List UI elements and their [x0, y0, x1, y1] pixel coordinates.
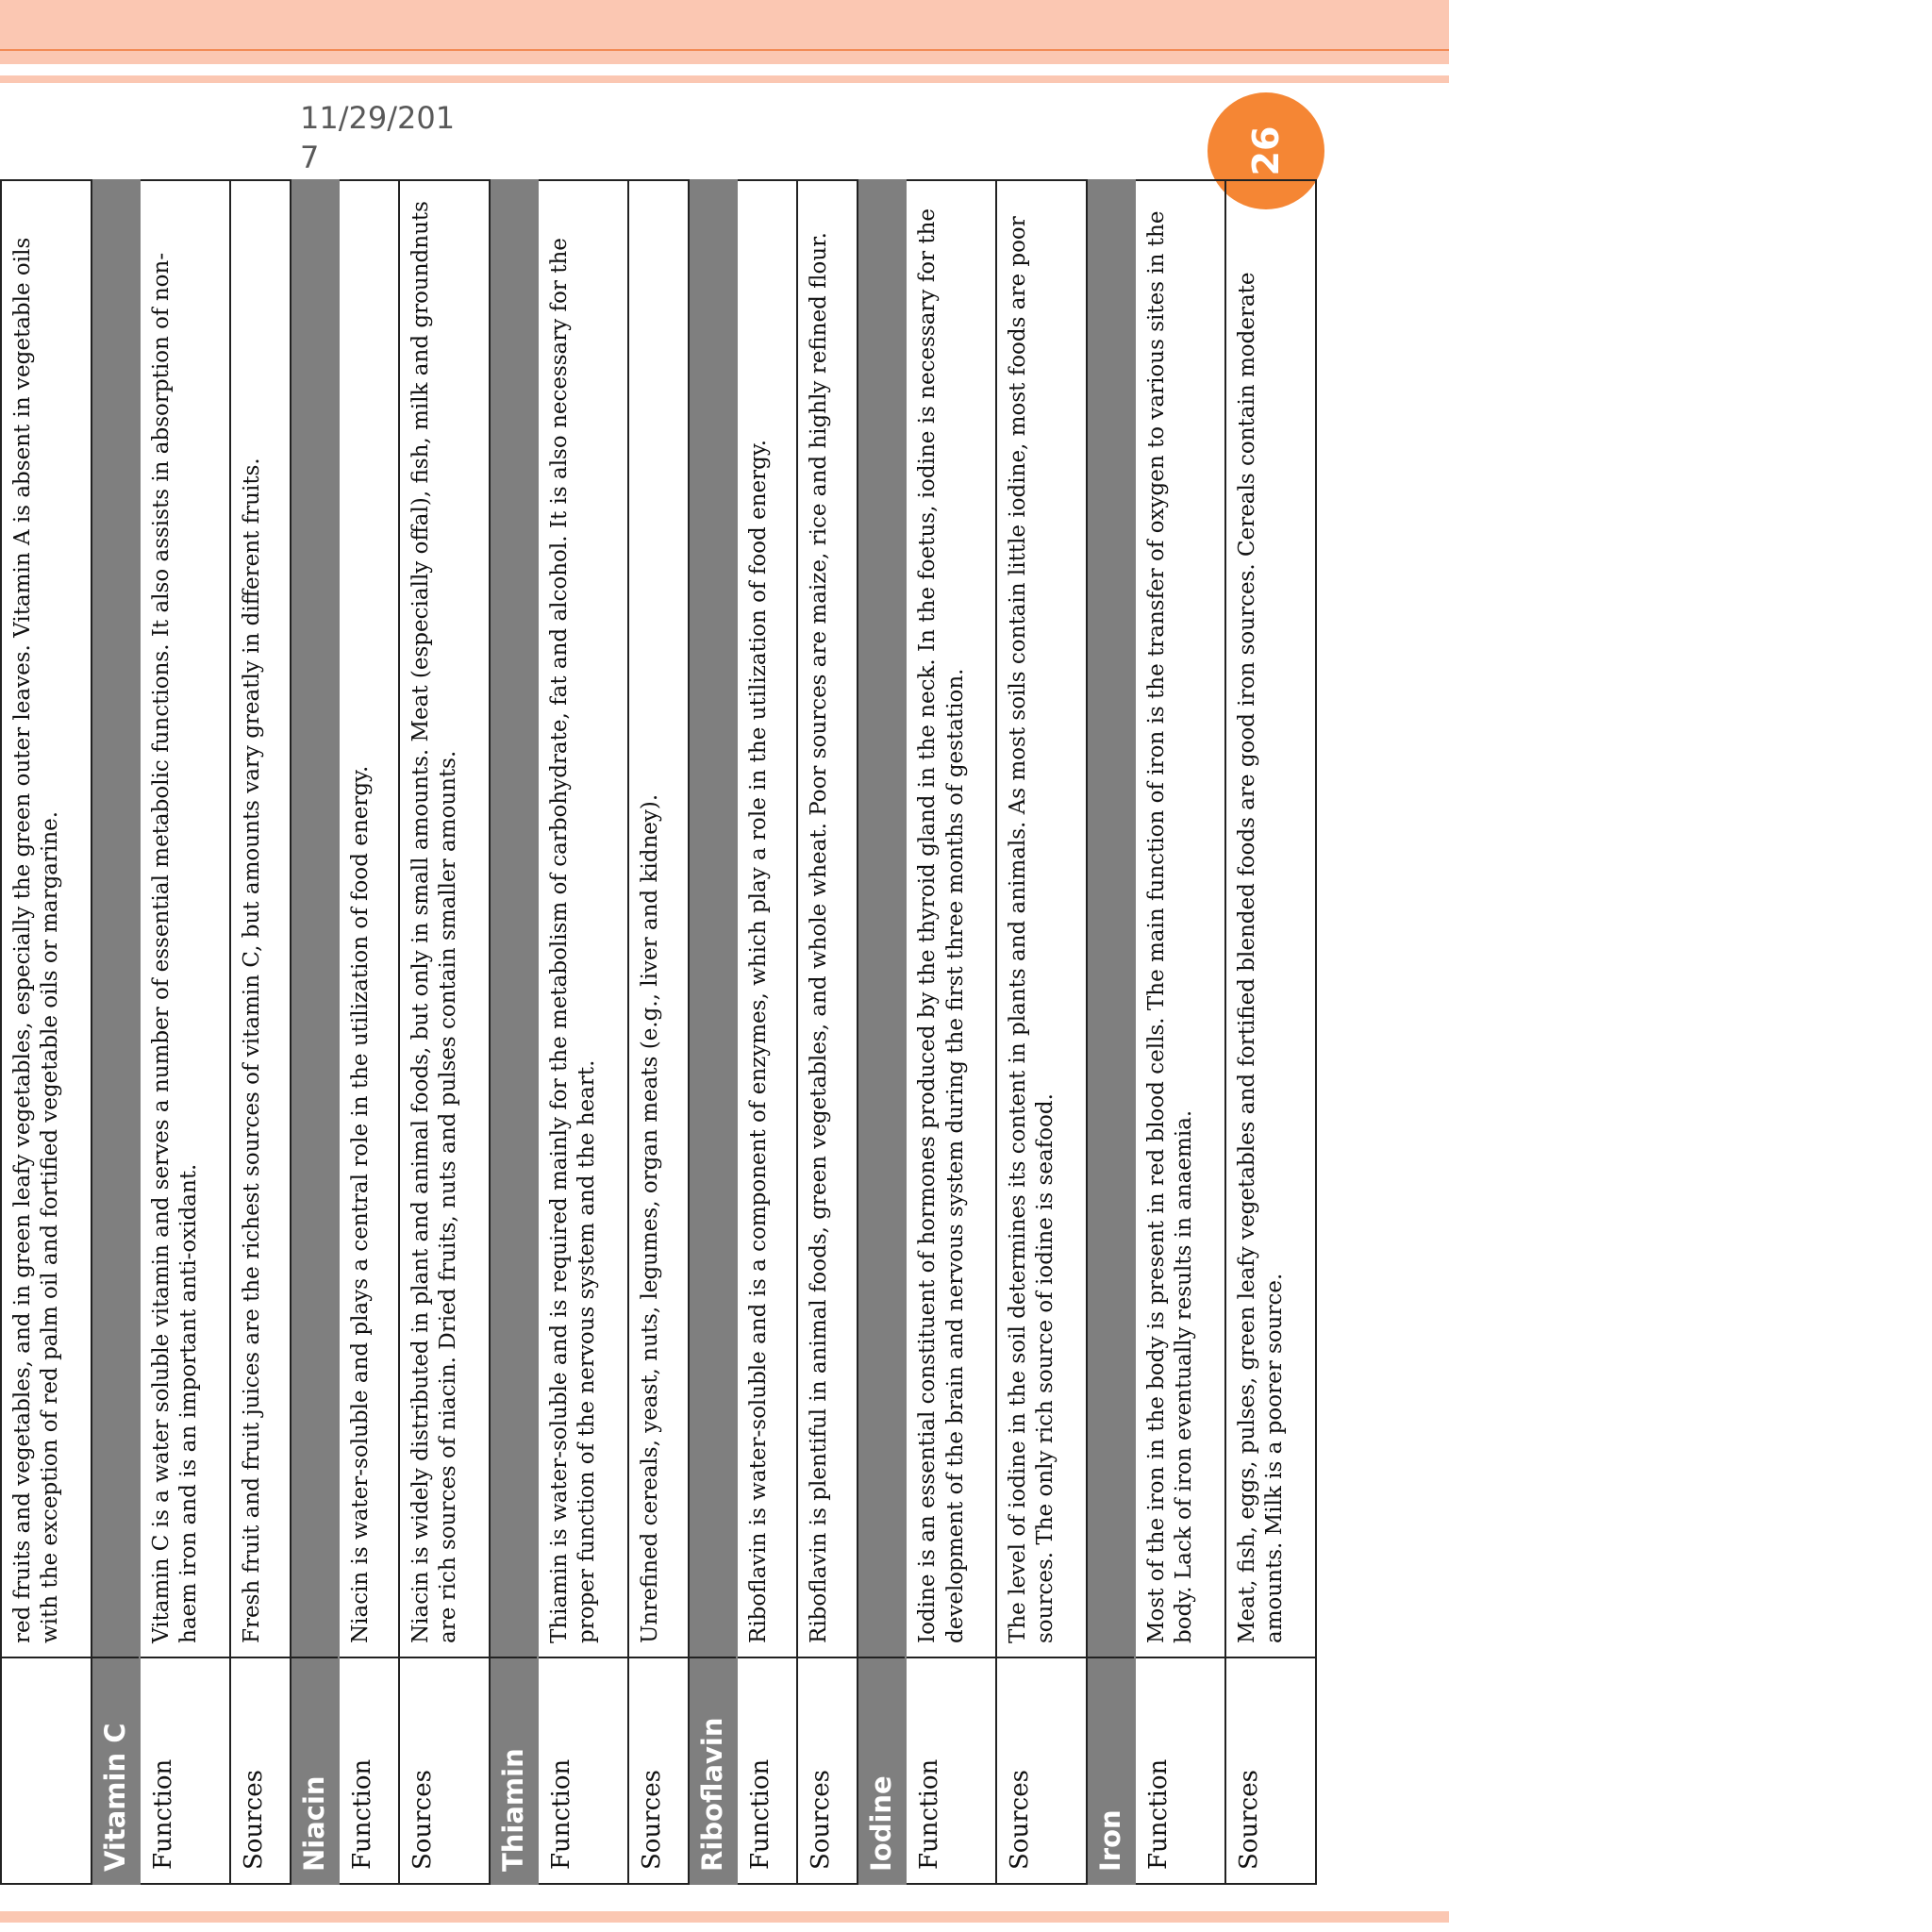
row-label: Sources	[797, 1657, 858, 1884]
row-text: Niacin is widely distributed in plant and animal foods, but only in small amounts. Meat (especially offal), fish, milk and groundnuts are rich sources of niacin. Dried fruits, nuts and pulses contain smaller amounts.	[399, 180, 490, 1657]
row-label: Sources	[628, 1657, 689, 1884]
row-label: Function	[737, 1657, 797, 1884]
row-text: The level of iodine in the soil determines its content in plants and animals. As most soils contain little iodine, most foods are poor sources. The only rich source of iodine is seafood.	[996, 180, 1087, 1657]
section-title: Vitamin C	[92, 1657, 140, 1884]
section-title: Riboflavin	[689, 1657, 737, 1884]
table-row	[1225, 180, 1316, 1884]
row-text: Riboflavin is plentiful in animal foods, green vegetables, and whole wheat. Poor sources are maize, rice and highly refined flour.	[797, 180, 858, 1657]
header-accent-line	[0, 49, 1449, 51]
table-row	[339, 180, 399, 1884]
slide-date: 11/29/2017	[300, 100, 456, 175]
section-header-fill	[291, 180, 339, 1657]
page-number: 26	[1245, 125, 1287, 176]
row-text: Most of the iron in the body is present in red blood cells. The main function of iron is the transfer of oxygen to various sites in the body. Lack of iron eventually results in anaemia.	[1135, 180, 1225, 1657]
table-row	[797, 180, 858, 1884]
section-title: Iodine	[858, 1657, 906, 1884]
row-text: Unrefined cereals, yeast, nuts, legumes, organ meats (e.g., liver and kidney).	[628, 180, 689, 1657]
footer-accent-line	[0, 1911, 1449, 1923]
row-label: Function	[1135, 1657, 1225, 1884]
section-header-fill	[1087, 180, 1135, 1657]
row-text: Riboflavin is water-soluble and is a component of enzymes, which play a role in the utilization of food energy.	[737, 180, 797, 1657]
intro-label-cell	[1, 1657, 92, 1884]
row-text: Niacin is water-soluble and plays a central role in the utilization of food energy.	[339, 180, 399, 1657]
section-header-riboflavin	[689, 180, 737, 1884]
row-text: Thiamin is water-soluble and is required mainly for the metabolism of carbohydrate, fat and alcohol. It is also necessary for the proper function of the nervous system and the heart.	[538, 180, 628, 1657]
section-header-fill	[92, 180, 140, 1657]
table-row	[1135, 180, 1225, 1884]
row-label: Function	[906, 1657, 996, 1884]
row-label: Sources	[996, 1657, 1087, 1884]
row-text: Fresh fruit and fruit juices are the richest sources of vitamin C, but amounts vary greatly in different fruits.	[230, 180, 291, 1657]
section-header-thiamin	[490, 180, 538, 1884]
section-title: Niacin	[291, 1657, 339, 1884]
section-header-niacin	[291, 180, 339, 1884]
table-row	[538, 180, 628, 1884]
row-text: Iodine is an essential constituent of hormones produced by the thyroid gland in the neck. In the foetus, iodine is necessary for the development of the brain and nervous system during the first three months of gestation.	[906, 180, 996, 1657]
section-header-fill	[490, 180, 538, 1657]
table-row-intro	[1, 180, 92, 1884]
row-label: Function	[339, 1657, 399, 1884]
table-row	[996, 180, 1087, 1884]
table-row	[628, 180, 689, 1884]
row-label: Sources	[230, 1657, 291, 1884]
row-text: Meat, fish, eggs, pulses, green leafy vegetables and fortified blended foods are good iron sources. Cereals contain moderate amounts. Milk is a poorer source.	[1225, 180, 1316, 1657]
header-divider-line	[0, 75, 1449, 83]
intro-text: red fruits and vegetables, and in green leafy vegetables, especially the green outer leaves. Vitamin A is absent in vegetable oils with the exception of red palm oil and fortified vegetable oils or margarine.	[1, 180, 92, 1657]
row-label: Function	[538, 1657, 628, 1884]
table-row	[906, 180, 996, 1884]
rotated-table-container	[0, 179, 1317, 1885]
table-row	[737, 180, 797, 1884]
section-header-fill	[689, 180, 737, 1657]
row-label: Sources	[1225, 1657, 1316, 1884]
section-header-fill	[858, 180, 906, 1657]
row-text: Vitamin C is a water soluble vitamin and serves a number of essential metabolic functions. It also assists in absorption of non-haem iron and is an important anti-oxidant.	[140, 180, 230, 1657]
section-title: Iron	[1087, 1657, 1135, 1884]
top-header-band	[0, 0, 1449, 64]
section-title: Thiamin	[490, 1657, 538, 1884]
table-row	[230, 180, 291, 1884]
section-header-iron	[1087, 180, 1135, 1884]
table-row	[140, 180, 230, 1884]
nutrient-table	[0, 179, 1317, 1885]
section-header-iodine	[858, 180, 906, 1884]
section-header-vitamin-c	[92, 180, 140, 1884]
row-label: Sources	[399, 1657, 490, 1884]
row-label: Function	[140, 1657, 230, 1884]
table-row	[399, 180, 490, 1884]
